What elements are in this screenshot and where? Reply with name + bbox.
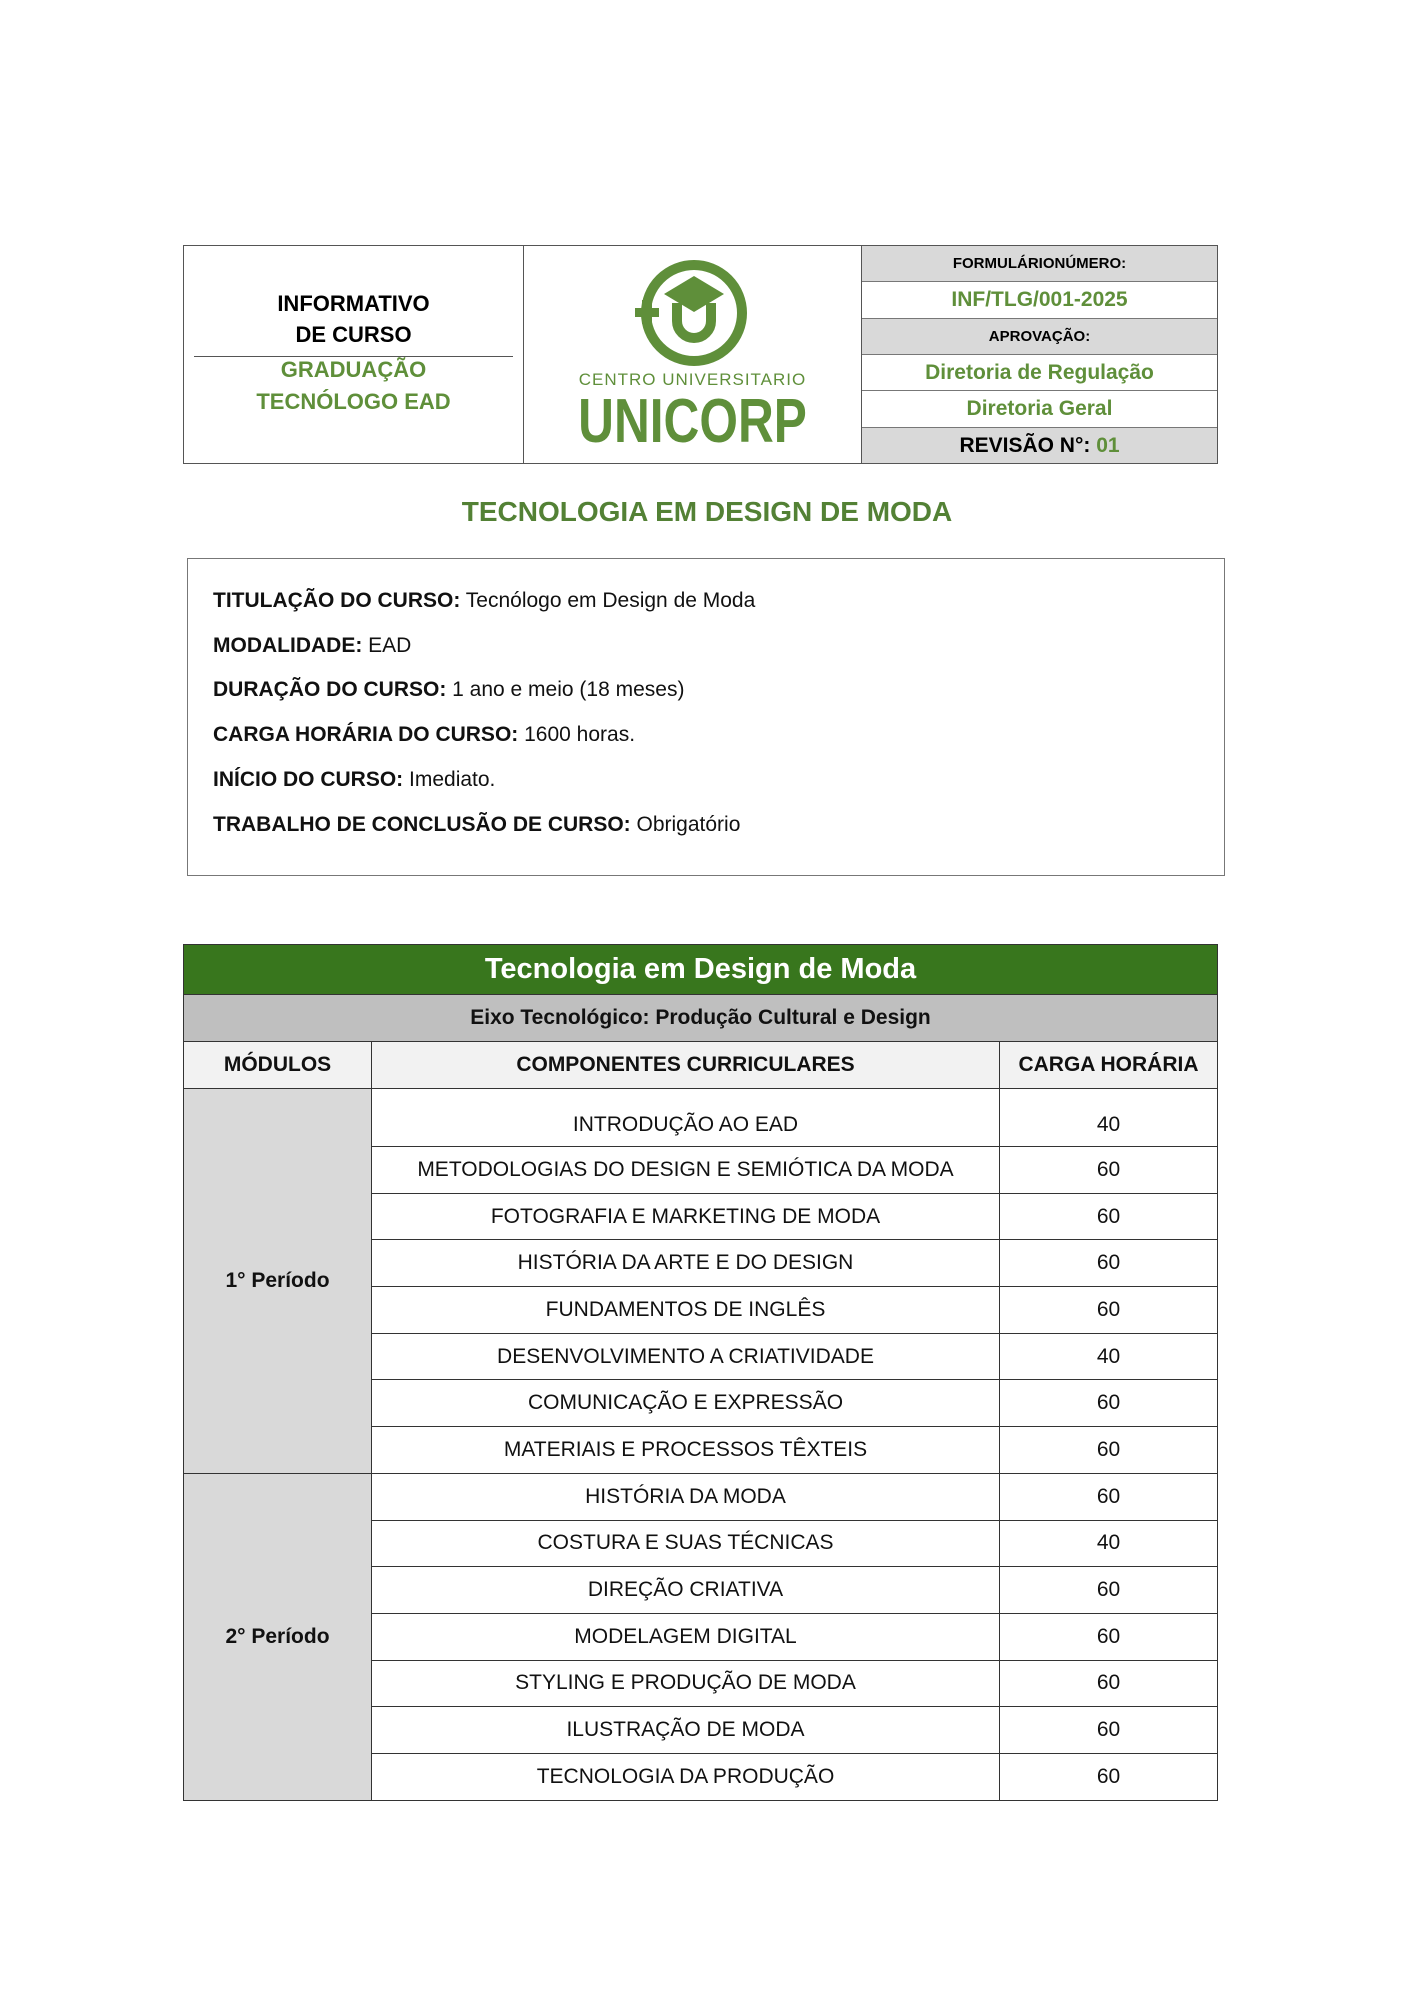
component-name: HISTÓRIA DA MODA [372, 1473, 1000, 1520]
info-label: DURAÇÃO DO CURSO: [213, 678, 447, 701]
logo-small-text: CENTRO UNIVERSITARIO [578, 370, 807, 389]
component-hours: 60 [1000, 1380, 1218, 1427]
component-hours: 60 [1000, 1193, 1218, 1240]
course-info-line [213, 678, 684, 702]
course-info-box [187, 558, 1225, 876]
course-info-line [213, 768, 495, 792]
component-name: DESENVOLVIMENTO A CRIATIVIDADE [372, 1333, 1000, 1380]
info-label: CARGA HORÁRIA DO CURSO: [213, 723, 519, 746]
logo-cell [524, 246, 862, 463]
component-name: ILUSTRAÇÃO DE MODA [372, 1707, 1000, 1754]
revision-label: REVISÃO N°: [959, 433, 1091, 457]
column-header-modules: MÓDULOS [184, 1042, 372, 1089]
info-value: Imediato. [403, 768, 496, 791]
component-hours: 60 [1000, 1707, 1218, 1754]
info-sub-2: TECNÓLOGO EAD [256, 389, 451, 414]
form-number: INF/TLG/001-2025 [862, 282, 1217, 319]
info-label: MODALIDADE: [213, 634, 363, 657]
component-name: DIREÇÃO CRIATIVA [372, 1567, 1000, 1614]
component-name: METODOLOGIAS DO DESIGN E SEMIÓTICA DA MODA [372, 1147, 1000, 1194]
form-info-cell [862, 246, 1217, 463]
component-name: COMUNICAÇÃO E EXPRESSÃO [372, 1380, 1000, 1427]
component-hours: 60 [1000, 1147, 1218, 1194]
component-name: MATERIAIS E PROCESSOS TÊXTEIS [372, 1427, 1000, 1474]
curriculum-axis: Eixo Tecnológico: Produção Cultural e Design [184, 995, 1218, 1042]
course-info-cell [184, 246, 524, 463]
component-name: FOTOGRAFIA E MARKETING DE MODA [372, 1193, 1000, 1240]
component-hours: 60 [1000, 1753, 1218, 1800]
curriculum-title: Tecnologia em Design de Moda [184, 945, 1218, 995]
document-header [183, 245, 1218, 464]
info-title-2: DE CURSO [295, 322, 412, 347]
info-title-1: INFORMATIVO [277, 291, 430, 316]
component-hours: 40 [1000, 1333, 1218, 1380]
revision-value: 01 [1096, 433, 1120, 457]
column-header-components: COMPONENTES CURRICULARES [372, 1042, 1000, 1089]
info-value: Obrigatório [630, 813, 741, 836]
component-hours: 40 [1000, 1520, 1218, 1567]
period-cell: 2° Período [184, 1473, 372, 1800]
table-row [184, 1473, 1218, 1520]
info-value: 1 ano e meio (18 meses) [446, 678, 685, 701]
component-hours: 60 [1000, 1240, 1218, 1287]
revision [862, 428, 1217, 463]
logo-big-text: UNICORP [578, 387, 807, 456]
component-hours: 60 [1000, 1567, 1218, 1614]
form-number-label: FORMULÁRIONÚMERO: [862, 246, 1217, 282]
component-hours: 60 [1000, 1427, 1218, 1474]
unicorp-logo-icon [632, 258, 752, 368]
course-info-line [213, 589, 755, 613]
course-info-line [213, 634, 411, 658]
component-name: HISTÓRIA DA ARTE E DO DESIGN [372, 1240, 1000, 1287]
component-name: TECNOLOGIA DA PRODUÇÃO [372, 1753, 1000, 1800]
course-info-line [213, 723, 635, 747]
page-title: TECNOLOGIA EM DESIGN DE MODA [461, 496, 953, 527]
component-hours: 60 [1000, 1287, 1218, 1334]
component-hours: 60 [1000, 1660, 1218, 1707]
info-label: INÍCIO DO CURSO: [213, 768, 404, 791]
component-hours: 60 [1000, 1613, 1218, 1660]
info-value: Tecnólogo em Design de Moda [460, 589, 756, 612]
approval-2: Diretoria Geral [862, 391, 1217, 428]
course-info-line [213, 813, 740, 837]
component-hours: 40 [1000, 1089, 1218, 1147]
component-name: STYLING E PRODUÇÃO DE MODA [372, 1660, 1000, 1707]
info-value: EAD [362, 634, 412, 657]
table-row [184, 1089, 1218, 1147]
curriculum-table [183, 944, 1218, 1801]
column-header-hours: CARGA HORÁRIA [1000, 1042, 1218, 1089]
period-cell: 1° Período [184, 1089, 372, 1474]
info-value: 1600 horas. [518, 723, 636, 746]
component-name: FUNDAMENTOS DE INGLÊS [372, 1287, 1000, 1334]
component-name: INTRODUÇÃO AO EAD [372, 1089, 1000, 1147]
approval-1: Diretoria de Regulação [862, 355, 1217, 391]
component-hours: 60 [1000, 1473, 1218, 1520]
info-label: TITULAÇÃO DO CURSO: [213, 589, 461, 612]
approval-label: APROVAÇÃO: [862, 319, 1217, 355]
component-name: MODELAGEM DIGITAL [372, 1613, 1000, 1660]
info-label: TRABALHO DE CONCLUSÃO DE CURSO: [213, 813, 631, 836]
info-sub-1: GRADUAÇÃO [280, 357, 427, 382]
component-name: COSTURA E SUAS TÉCNICAS [372, 1520, 1000, 1567]
